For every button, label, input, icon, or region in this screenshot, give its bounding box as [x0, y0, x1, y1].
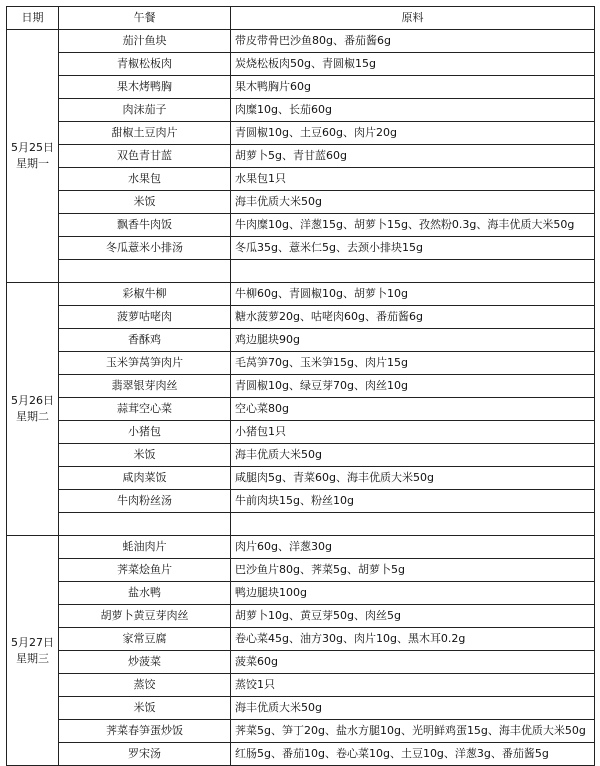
header-row — [7, 7, 595, 30]
dish-name: 米饭 — [59, 697, 231, 720]
table-row — [7, 444, 595, 467]
table-row — [7, 720, 595, 743]
table-row — [7, 99, 595, 122]
dish-name: 双色青甘蓝 — [59, 145, 231, 168]
dish-ingredients: 肉糜10g、长茄60g — [231, 99, 595, 122]
table-row — [7, 168, 595, 191]
dish-ingredients: 胡萝卜5g、青甘蓝60g — [231, 145, 595, 168]
dish-ingredients: 牛肉糜10g、洋葱15g、胡萝卜15g、孜然粉0.3g、海丰优质大米50g — [231, 214, 595, 237]
dish-name: 荠菜春笋蛋炒饭 — [59, 720, 231, 743]
dish-name: 牛肉粉丝汤 — [59, 490, 231, 513]
table-row — [7, 145, 595, 168]
table-row — [7, 513, 595, 536]
dish-ingredients: 水果包1只 — [231, 168, 595, 191]
dish-ingredients: 肉片60g、洋葱30g — [231, 536, 595, 559]
table-row — [7, 605, 595, 628]
table-row — [7, 490, 595, 513]
dish-name: 肉沫茄子 — [59, 99, 231, 122]
lunch-menu-table — [6, 6, 595, 766]
table-row — [7, 237, 595, 260]
table-row — [7, 306, 595, 329]
table-row — [7, 674, 595, 697]
dish-name: 菠萝咕咾肉 — [59, 306, 231, 329]
table-row — [7, 329, 595, 352]
day-date: 5月27日 — [11, 635, 54, 649]
dish-ingredients: 鸡边腿块90g — [231, 329, 595, 352]
table-row — [7, 651, 595, 674]
dish-name: 小猪包 — [59, 421, 231, 444]
table-row — [7, 398, 595, 421]
dish-ingredients: 毛莴笋70g、玉米笋15g、肉片15g — [231, 352, 595, 375]
header-lunch: 午餐 — [59, 7, 231, 30]
header-ingredients: 原料 — [231, 7, 595, 30]
dish-name: 盐水鸭 — [59, 582, 231, 605]
day-date: 5月25日 — [11, 141, 54, 154]
table-row — [7, 260, 595, 283]
dish-ingredients: 带皮带骨巴沙鱼80g、番茄酱6g — [231, 30, 595, 53]
dish-name — [59, 513, 231, 536]
dish-name: 青椒松板肉 — [59, 53, 231, 76]
header-date: 日期 — [7, 7, 59, 30]
dish-ingredients: 青圆椒10g、绿豆芽70g、肉丝10g — [231, 375, 595, 398]
dish-name: 彩椒牛柳 — [59, 283, 231, 306]
table-row — [7, 628, 595, 651]
dish-name: 甜椒土豆肉片 — [59, 122, 231, 145]
table-row — [7, 53, 595, 76]
dish-name: 胡萝卜黄豆芽肉丝 — [59, 605, 231, 628]
dish-name: 飘香牛肉饭 — [59, 214, 231, 237]
dish-name: 米饭 — [59, 191, 231, 214]
table-row — [7, 214, 595, 237]
table-row — [7, 76, 595, 99]
dish-name: 蒜茸空心菜 — [59, 398, 231, 421]
dish-ingredients: 海丰优质大米50g — [231, 697, 595, 720]
table-row — [7, 283, 595, 306]
dish-name: 家常豆腐 — [59, 628, 231, 651]
table-row — [7, 191, 595, 214]
menu-body — [7, 30, 595, 766]
dish-ingredients: 冬瓜35g、薏米仁5g、去颈小排块15g — [231, 237, 595, 260]
table-row — [7, 582, 595, 605]
day-date-cell — [7, 536, 59, 766]
dish-name: 水果包 — [59, 168, 231, 191]
table-row — [7, 697, 595, 720]
dish-ingredients: 鸭边腿块100g — [231, 582, 595, 605]
dish-ingredients: 卷心菜45g、油方30g、肉片10g、黑木耳0.2g — [231, 628, 595, 651]
day-date: 5月26日 — [11, 394, 54, 407]
table-row — [7, 743, 595, 766]
dish-name: 果木烤鸭胸 — [59, 76, 231, 99]
dish-name: 玉米笋莴笋肉片 — [59, 352, 231, 375]
dish-name: 蚝油肉片 — [59, 536, 231, 559]
dish-name: 翡翠银芽肉丝 — [59, 375, 231, 398]
dish-name: 炒菠菜 — [59, 651, 231, 674]
table-row — [7, 467, 595, 490]
table-row — [7, 352, 595, 375]
table-row — [7, 559, 595, 582]
day-weekday: 星期二 — [16, 410, 49, 423]
dish-ingredients: 青圆椒10g、土豆60g、肉片20g — [231, 122, 595, 145]
dish-ingredients: 蒸饺1只 — [231, 674, 595, 697]
dish-ingredients: 果木鸭胸片60g — [231, 76, 595, 99]
dish-ingredients — [231, 513, 595, 536]
dish-name: 罗宋汤 — [59, 743, 231, 766]
dish-ingredients: 咸腿肉5g、青菜60g、海丰优质大米50g — [231, 467, 595, 490]
dish-ingredients: 海丰优质大米50g — [231, 444, 595, 467]
table-row — [7, 536, 595, 559]
dish-ingredients: 炭烧松板肉50g、青圆椒15g — [231, 53, 595, 76]
dish-ingredients: 红肠5g、番茄10g、卷心菜10g、土豆10g、洋葱3g、番茄酱5g — [231, 743, 595, 766]
dish-ingredients — [231, 260, 595, 283]
menu-document — [6, 6, 594, 760]
day-date-cell — [7, 283, 59, 536]
table-row — [7, 30, 595, 53]
dish-ingredients: 牛柳60g、青圆椒10g、胡萝卜10g — [231, 283, 595, 306]
table-row — [7, 375, 595, 398]
dish-ingredients: 海丰优质大米50g — [231, 191, 595, 214]
dish-ingredients: 胡萝卜10g、黄豆芽50g、肉丝5g — [231, 605, 595, 628]
dish-ingredients: 空心菜80g — [231, 398, 595, 421]
dish-name: 咸肉菜饭 — [59, 467, 231, 490]
dish-name: 茄汁鱼块 — [59, 30, 231, 53]
dish-name — [59, 260, 231, 283]
dish-ingredients: 牛前肉块15g、粉丝10g — [231, 490, 595, 513]
dish-name: 蒸饺 — [59, 674, 231, 697]
day-weekday: 星期一 — [16, 157, 49, 170]
dish-ingredients: 荠菜5g、笋丁20g、盐水方腿10g、光明鲜鸡蛋15g、海丰优质大米50g — [231, 720, 595, 743]
dish-ingredients: 糖水菠萝20g、咕咾肉60g、番茄酱6g — [231, 306, 595, 329]
dish-name: 米饭 — [59, 444, 231, 467]
dish-name: 冬瓜薏米小排汤 — [59, 237, 231, 260]
day-date-cell — [7, 30, 59, 283]
table-row — [7, 122, 595, 145]
day-weekday: 星期三 — [16, 651, 49, 665]
dish-ingredients: 菠菜60g — [231, 651, 595, 674]
table-row — [7, 421, 595, 444]
dish-ingredients: 巴沙鱼片80g、荠菜5g、胡萝卜5g — [231, 559, 595, 582]
dish-name: 香酥鸡 — [59, 329, 231, 352]
dish-ingredients: 小猪包1只 — [231, 421, 595, 444]
dish-name: 荠菜烩鱼片 — [59, 559, 231, 582]
